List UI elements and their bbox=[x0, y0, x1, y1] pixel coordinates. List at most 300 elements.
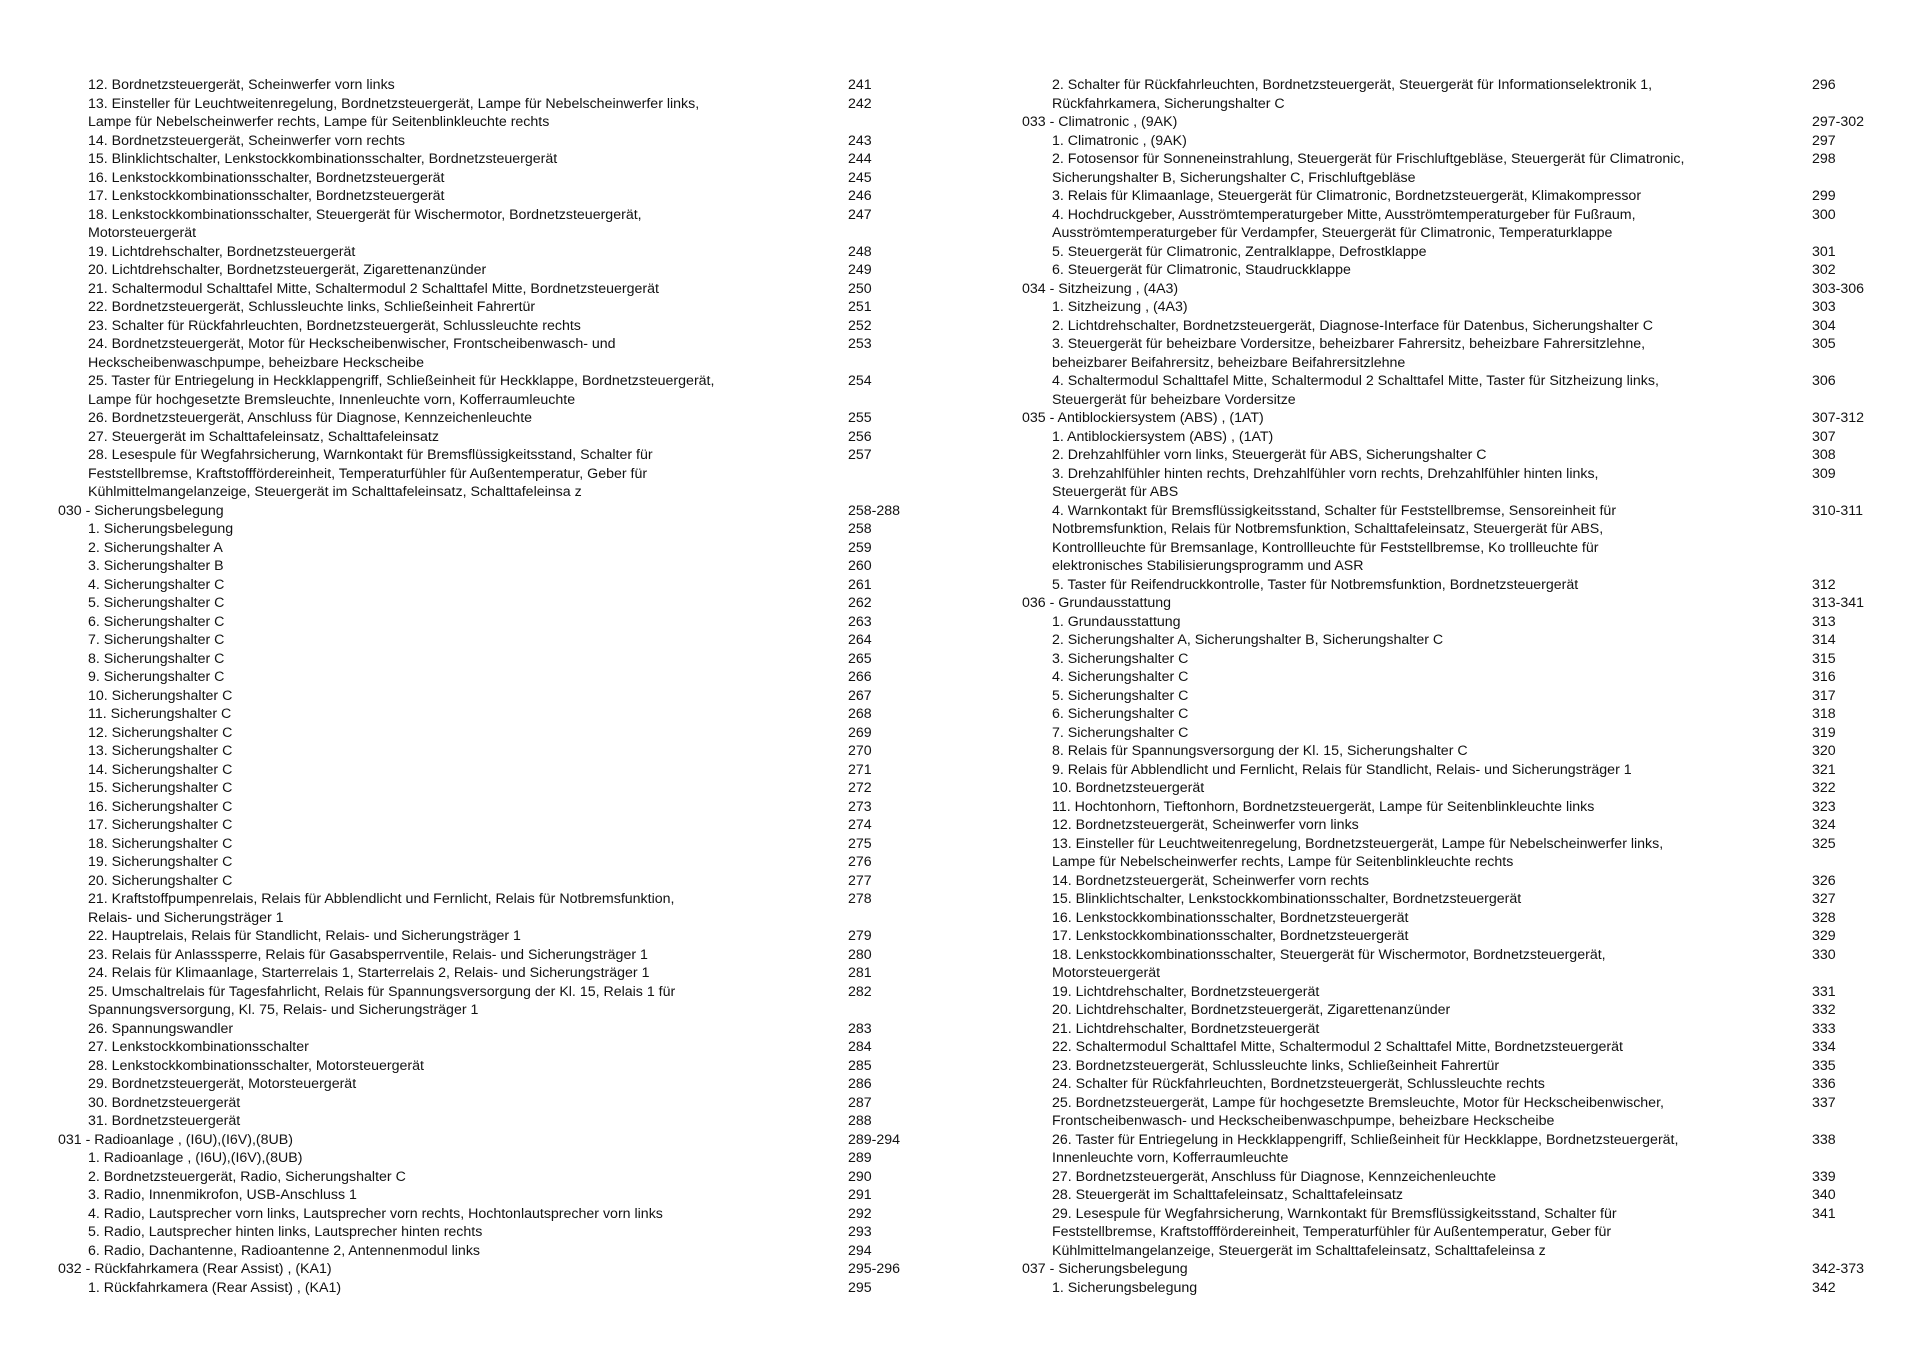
toc-entry bbox=[58, 779, 918, 798]
toc-entry bbox=[58, 539, 918, 558]
toc-entry-line: 1. Radioanlage , (I6U),(I6V),(8UB) bbox=[88, 1150, 303, 1166]
toc-section-entry bbox=[1022, 409, 1882, 428]
toc-entry-title bbox=[58, 927, 848, 946]
toc-entry bbox=[58, 983, 918, 1020]
toc-page-number: 327 bbox=[1812, 891, 1836, 907]
toc-page-number: 331 bbox=[1812, 983, 1836, 1000]
toc-entry-title bbox=[58, 298, 848, 317]
toc-entry-title bbox=[58, 1186, 848, 1205]
toc-page-number: 308 bbox=[1812, 447, 1836, 463]
toc-entry-line: Spannungsversorgung, Kl. 75, Relais- und Sicherungsträger 1 bbox=[88, 1002, 479, 1018]
toc-entry-line: Kühlmittelmangelanzeige, Steuergerät im Schalttafeleinsatz, Schalttafeleinsa z bbox=[1052, 1242, 1546, 1259]
toc-entry-line: 28. Lesespule für Wegfahrsicherung, Warnkontakt für Bremsflüssigkeitsstand, Schalter für bbox=[88, 447, 653, 463]
toc-page-number: 251 bbox=[848, 299, 872, 315]
toc-entry-line: 21. Schaltermodul Schalttafel Mitte, Schaltermodul 2 Schalttafel Mitte, Bordnetzsteuergerät bbox=[88, 280, 659, 297]
toc-page-number: 312 bbox=[1812, 576, 1836, 593]
toc-entry-line: 1. Sitzheizung , (4A3) bbox=[1052, 299, 1188, 315]
toc-section-entry bbox=[58, 1131, 918, 1150]
toc-page-number: 267 bbox=[848, 687, 872, 704]
toc-entry-title bbox=[1022, 76, 1812, 113]
toc-entry-line: Steuergerät für ABS bbox=[1052, 484, 1179, 500]
toc-entry bbox=[58, 95, 918, 132]
toc-page-number: 263 bbox=[848, 613, 872, 630]
toc-entry-title bbox=[58, 1223, 848, 1242]
toc-page-number: 279 bbox=[848, 928, 872, 944]
toc-page-number: 264 bbox=[848, 632, 872, 648]
toc-entry-title bbox=[1022, 206, 1812, 243]
toc-page-number: 302 bbox=[1812, 262, 1836, 278]
toc-entry-line: 8. Sicherungshalter C bbox=[88, 650, 225, 667]
toc-entry-line: 24. Bordnetzsteuergerät, Motor für Heckscheibenwischer, Frontscheibenwasch- und bbox=[88, 336, 616, 352]
toc-entry-line: 25. Umschaltrelais für Tagesfahrlicht, Relais für Spannungsversorgung der Kl. 15, Relais 1 für bbox=[88, 983, 676, 1000]
toc-entry-line: 1. Grundausstattung bbox=[1052, 613, 1181, 630]
toc-entry-title bbox=[58, 1057, 848, 1076]
toc-entry bbox=[58, 650, 918, 669]
toc-page-number: 280 bbox=[848, 946, 872, 963]
toc-entry-title bbox=[1022, 650, 1812, 669]
toc-entry-title bbox=[58, 243, 848, 262]
toc-entry-title bbox=[1022, 798, 1812, 817]
toc-entry-line: 27. Bordnetzsteuergerät, Anschluss für Diagnose, Kennzeichenleuchte bbox=[1052, 1168, 1497, 1185]
toc-entry bbox=[1022, 428, 1882, 447]
toc-entry-line: 5. Sicherungshalter C bbox=[1052, 687, 1189, 704]
toc-entry-title bbox=[58, 687, 848, 706]
toc-page-number: 286 bbox=[848, 1076, 872, 1092]
toc-entry bbox=[58, 594, 918, 613]
toc-entry-line: 10. Bordnetzsteuergerät bbox=[1052, 780, 1205, 796]
toc-entry bbox=[1022, 798, 1882, 817]
toc-entry bbox=[58, 132, 918, 151]
toc-page-number: 292 bbox=[848, 1205, 872, 1222]
toc-entry-line: 13. Einsteller für Leuchtweitenregelung, Bordnetzsteuergerät, Lampe für Nebelscheinwerfer links, bbox=[88, 95, 700, 112]
toc-entry-title bbox=[58, 335, 848, 372]
toc-entry bbox=[58, 1279, 918, 1298]
toc-page-number: 285 bbox=[848, 1057, 872, 1074]
toc-entry-title bbox=[58, 668, 848, 687]
toc-entry-line: 27. Lenkstockkombinationsschalter bbox=[88, 1039, 309, 1055]
toc-entry bbox=[1022, 631, 1882, 650]
toc-entry-title bbox=[58, 853, 848, 872]
toc-entry-title bbox=[1022, 1131, 1812, 1168]
toc-page-number: 310-311 bbox=[1812, 502, 1864, 519]
toc-entry-title bbox=[1022, 835, 1812, 872]
toc-entry-line: 2. Bordnetzsteuergerät, Radio, Sicherungshalter C bbox=[88, 1168, 406, 1185]
toc-page-number: 330 bbox=[1812, 946, 1836, 963]
toc-page-number: 303 bbox=[1812, 299, 1836, 315]
toc-entry-line: Sicherungshalter B, Sicherungshalter C, Frischluftgebläse bbox=[1052, 169, 1416, 186]
toc-page-number: 299 bbox=[1812, 188, 1836, 204]
toc-entry bbox=[1022, 983, 1882, 1002]
toc-entry-line: 033 - Climatronic , (9AK) bbox=[1022, 114, 1178, 130]
toc-entry-title bbox=[1022, 1260, 1812, 1279]
toc-page-number: 298 bbox=[1812, 151, 1836, 167]
toc-entry bbox=[58, 1242, 918, 1261]
toc-entry-line: 2. Lichtdrehschalter, Bordnetzsteuergerät, Diagnose-Interface für Datenbus, Sicherungshalter C bbox=[1052, 317, 1653, 334]
toc-entry-title bbox=[1022, 280, 1812, 299]
toc-page-number: 262 bbox=[848, 595, 872, 611]
toc-entry-line: 14. Sicherungshalter C bbox=[88, 761, 233, 778]
toc-entry bbox=[1022, 261, 1882, 280]
toc-page-number: 254 bbox=[848, 373, 872, 389]
toc-entry-line: 9. Relais für Abblendlicht und Fernlicht, Relais für Standlicht, Relais- und Sicherungsträger 1 bbox=[1052, 761, 1632, 778]
toc-entry-line: 4. Radio, Lautsprecher vorn links, Lautsprecher vorn rechts, Hochtonlautsprecher vorn links bbox=[88, 1205, 663, 1222]
toc-section-entry bbox=[58, 1260, 918, 1279]
toc-entry-title bbox=[58, 1149, 848, 1168]
toc-entry-line: 12. Sicherungshalter C bbox=[88, 724, 233, 741]
toc-entry bbox=[58, 761, 918, 780]
toc-page-number: 245 bbox=[848, 169, 872, 186]
toc-entry-line: Lampe für Nebelscheinwerfer rechts, Lampe für Seitenblinkleuchte rechts bbox=[1052, 854, 1514, 870]
toc-entry-line: 21. Lichtdrehschalter, Bordnetzsteuergerät bbox=[1052, 1020, 1320, 1037]
toc-entry bbox=[58, 446, 918, 502]
toc-entry-line: 22. Schaltermodul Schalttafel Mitte, Schaltermodul 2 Schalttafel Mitte, Bordnetzsteuergerät bbox=[1052, 1039, 1623, 1055]
toc-page-number: 304 bbox=[1812, 317, 1836, 334]
toc-entry-title bbox=[1022, 113, 1812, 132]
toc-entry-title bbox=[1022, 502, 1812, 576]
toc-entry bbox=[1022, 872, 1882, 891]
toc-entry-line: 22. Hauptrelais, Relais für Standlicht, Relais- und Sicherungsträger 1 bbox=[88, 928, 521, 944]
toc-entry-title bbox=[1022, 872, 1812, 891]
toc-page-number: 258 bbox=[848, 521, 872, 537]
toc-entry bbox=[58, 1205, 918, 1224]
toc-page-number: 291 bbox=[848, 1187, 872, 1203]
toc-entry-line: 5. Steuergerät für Climatronic, Zentralklappe, Defrostklappe bbox=[1052, 243, 1427, 260]
toc-entry-title bbox=[58, 1168, 848, 1187]
toc-entry bbox=[58, 261, 918, 280]
toc-entry bbox=[58, 631, 918, 650]
toc-entry-line: 20. Lichtdrehschalter, Bordnetzsteuergerät, Zigarettenanzünder bbox=[88, 262, 487, 278]
toc-page-number: 296 bbox=[1812, 77, 1836, 93]
toc-entry-title bbox=[58, 964, 848, 983]
toc-entry-title bbox=[58, 95, 848, 132]
toc-entry-line: 23. Bordnetzsteuergerät, Schlussleuchte links, Schließeinheit Fahrertür bbox=[1052, 1057, 1500, 1074]
toc-entry bbox=[58, 206, 918, 243]
toc-entry-title bbox=[58, 409, 848, 428]
toc-entry-title bbox=[58, 187, 848, 206]
toc-entry-title bbox=[58, 169, 848, 188]
toc-entry-line: 3. Sicherungshalter C bbox=[1052, 650, 1189, 667]
toc-entry-line: 10. Sicherungshalter C bbox=[88, 687, 233, 704]
toc-entry bbox=[1022, 1001, 1882, 1020]
toc-entry-title bbox=[58, 1242, 848, 1261]
toc-entry-title bbox=[58, 502, 848, 521]
toc-entry-title bbox=[1022, 631, 1812, 650]
toc-page-number: 282 bbox=[848, 983, 872, 1000]
toc-entry-title bbox=[1022, 187, 1812, 206]
toc-entry-line: 22. Bordnetzsteuergerät, Schlussleuchte links, Schließeinheit Fahrertür bbox=[88, 299, 536, 315]
toc-entry-line: 4. Hochdruckgeber, Ausströmtemperaturgeber Mitte, Ausströmtemperaturgeber für Fußraum, bbox=[1052, 206, 1636, 223]
toc-entry-line: 27. Steuergerät im Schalttafeleinsatz, Schalttafeleinsatz bbox=[88, 428, 439, 445]
toc-page-number: 321 bbox=[1812, 761, 1836, 778]
toc-entry bbox=[58, 1223, 918, 1242]
toc-entry-title bbox=[58, 594, 848, 613]
toc-entry-title bbox=[58, 779, 848, 798]
toc-entry-line: 25. Bordnetzsteuergerät, Lampe für hochgesetzte Bremsleuchte, Motor für Heckscheibenwischer, bbox=[1052, 1094, 1664, 1111]
toc-page-number: 342 bbox=[1812, 1279, 1836, 1296]
toc-page-number: 314 bbox=[1812, 632, 1836, 648]
toc-page-number: 288 bbox=[848, 1113, 872, 1129]
toc-entry-line: Feststellbremse, Kraftstofffördereinheit, Temperaturfühler für Außentemperatur, Geber für bbox=[88, 465, 648, 482]
toc-entry-line: 30. Bordnetzsteuergerät bbox=[88, 1094, 241, 1111]
toc-section-entry bbox=[1022, 1260, 1882, 1279]
toc-entry-line: 3. Sicherungshalter B bbox=[88, 558, 224, 574]
toc-entry-title bbox=[58, 1279, 848, 1298]
toc-entry bbox=[1022, 724, 1882, 743]
toc-entry-title bbox=[1022, 1057, 1812, 1076]
toc-entry-line: Relais- und Sicherungsträger 1 bbox=[88, 909, 284, 926]
toc-entry-title bbox=[58, 539, 848, 558]
toc-page-number: 293 bbox=[848, 1224, 872, 1240]
toc-entry-line: 18. Sicherungshalter C bbox=[88, 835, 233, 852]
toc-entry bbox=[58, 890, 918, 927]
toc-entry-title bbox=[1022, 1279, 1812, 1298]
toc-page-number: 281 bbox=[848, 965, 872, 981]
toc-entry bbox=[58, 150, 918, 169]
toc-entry-title bbox=[58, 446, 848, 502]
toc-page-number: 316 bbox=[1812, 669, 1836, 685]
toc-page-number: 295 bbox=[848, 1279, 872, 1296]
toc-entry bbox=[58, 1186, 918, 1205]
toc-entry-line: 1. Sicherungsbelegung bbox=[1052, 1279, 1198, 1296]
toc-entry-title bbox=[58, 1020, 848, 1039]
toc-entry-line: 15. Blinklichtschalter, Lenkstockkombinationsschalter, Bordnetzsteuergerät bbox=[1052, 891, 1522, 907]
toc-entry bbox=[1022, 150, 1882, 187]
toc-entry-title bbox=[1022, 1094, 1812, 1131]
toc-entry-line: Frontscheibenwasch- und Heckscheibenwaschpumpe, beheizbare Heckscheibe bbox=[1052, 1113, 1555, 1129]
toc-entry-title bbox=[1022, 261, 1812, 280]
toc-page-number: 325 bbox=[1812, 835, 1836, 852]
toc-entry-line: 23. Relais für Anlasssperre, Relais für Gasabsperrventile, Relais- und Sicherungsträger 1 bbox=[88, 946, 648, 963]
toc-entry-title bbox=[58, 983, 848, 1020]
toc-entry-title bbox=[58, 132, 848, 151]
toc-entry-title bbox=[1022, 927, 1812, 946]
toc-page-number: 306 bbox=[1812, 373, 1836, 389]
toc-entry-line: Rückfahrkamera, Sicherungshalter C bbox=[1052, 95, 1285, 112]
toc-entry bbox=[1022, 1075, 1882, 1094]
toc-page-number: 257 bbox=[848, 447, 872, 463]
toc-entry-line: 14. Bordnetzsteuergerät, Scheinwerfer vorn rechts bbox=[88, 132, 406, 149]
toc-page-number: 290 bbox=[848, 1168, 872, 1185]
toc-page-number: 265 bbox=[848, 650, 872, 667]
toc-page-number: 272 bbox=[848, 780, 872, 796]
toc-entry-title bbox=[58, 557, 848, 576]
toc-page-number: 241 bbox=[848, 77, 872, 93]
toc-entry bbox=[58, 169, 918, 188]
toc-entry-title bbox=[1022, 983, 1812, 1002]
toc-entry-line: Feststellbremse, Kraftstofffördereinheit, Temperaturfühler für Außentemperatur, Geber für bbox=[1052, 1224, 1612, 1240]
toc-entry-line: 26. Taster für Entriegelung in Heckklappengriff, Schließeinheit für Heckklappe, Bordnetzsteuergerät, bbox=[1052, 1131, 1679, 1148]
toc-page-number: 274 bbox=[848, 817, 872, 833]
toc-entry-title bbox=[58, 946, 848, 965]
toc-entry-line: 6. Steuergerät für Climatronic, Staudruckklappe bbox=[1052, 262, 1351, 278]
toc-page-number: 271 bbox=[848, 761, 872, 778]
toc-entry-title bbox=[58, 1075, 848, 1094]
toc-page-number: 276 bbox=[848, 854, 872, 870]
toc-entry-line: 11. Hochtonhorn, Tieftonhorn, Bordnetzsteuergerät, Lampe für Seitenblinkleuchte links bbox=[1052, 798, 1595, 815]
toc-entry-title bbox=[58, 890, 848, 927]
toc-page-number: 315 bbox=[1812, 650, 1836, 667]
toc-entry bbox=[58, 687, 918, 706]
toc-entry bbox=[1022, 650, 1882, 669]
toc-page-number: 313-341 bbox=[1812, 595, 1865, 611]
toc-entry-line: 24. Schalter für Rückfahrleuchten, Bordnetzsteuergerät, Schlussleuchte rechts bbox=[1052, 1076, 1545, 1092]
toc-entry-line: 17. Lenkstockkombinationsschalter, Bordnetzsteuergerät bbox=[88, 188, 445, 204]
toc-entry-title bbox=[1022, 1075, 1812, 1094]
toc-entry bbox=[58, 1112, 918, 1131]
toc-entry-title bbox=[58, 650, 848, 669]
toc-entry-title bbox=[58, 317, 848, 336]
toc-entry-title bbox=[1022, 335, 1812, 372]
toc-entry-line: 29. Lesespule für Wegfahrsicherung, Warnkontakt für Bremsflüssigkeitsstand, Schalter für bbox=[1052, 1205, 1617, 1222]
toc-entry bbox=[1022, 687, 1882, 706]
toc-entry bbox=[58, 872, 918, 891]
toc-entry-title bbox=[1022, 946, 1812, 983]
toc-page-number: 297-302 bbox=[1812, 114, 1865, 130]
toc-page-number: 300 bbox=[1812, 206, 1836, 223]
toc-entry-line: Innenleuchte vorn, Kofferraumleuchte bbox=[1052, 1150, 1289, 1166]
toc-page-number: 253 bbox=[848, 336, 872, 352]
toc-page-number: 339 bbox=[1812, 1168, 1836, 1185]
toc-entry-line: 16. Lenkstockkombinationsschalter, Bordnetzsteuergerät bbox=[88, 169, 445, 186]
toc-entry bbox=[1022, 576, 1882, 595]
toc-page-number: 250 bbox=[848, 280, 872, 297]
toc-entry-line: 12. Bordnetzsteuergerät, Scheinwerfer vorn links bbox=[1052, 817, 1359, 833]
toc-entry bbox=[1022, 1038, 1882, 1057]
toc-entry-title bbox=[1022, 761, 1812, 780]
toc-entry bbox=[58, 428, 918, 447]
toc-entry-title bbox=[58, 835, 848, 854]
toc-entry bbox=[1022, 613, 1882, 632]
toc-page-number: 255 bbox=[848, 410, 872, 426]
toc-entry-line: 1. Rückfahrkamera (Rear Assist) , (KA1) bbox=[88, 1279, 342, 1296]
toc-entry-line: 2. Sicherungshalter A, Sicherungshalter B, Sicherungshalter C bbox=[1052, 632, 1444, 648]
toc-entry bbox=[58, 1168, 918, 1187]
toc-entry bbox=[1022, 1186, 1882, 1205]
toc-entry-line: 20. Sicherungshalter C bbox=[88, 872, 233, 889]
toc-entry-line: 3. Drehzahlfühler hinten rechts, Drehzahlfühler vorn rechts, Drehzahlfühler hinten links, bbox=[1052, 465, 1599, 482]
toc-entry-line: 037 - Sicherungsbelegung bbox=[1022, 1261, 1188, 1277]
toc-page-number: 269 bbox=[848, 724, 872, 741]
toc-entry bbox=[1022, 206, 1882, 243]
toc-entry-line: 12. Bordnetzsteuergerät, Scheinwerfer vorn links bbox=[88, 77, 395, 93]
toc-entry-line: 4. Sicherungshalter C bbox=[88, 576, 225, 593]
toc-page-number: 337 bbox=[1812, 1094, 1836, 1111]
toc-entry bbox=[1022, 1279, 1882, 1298]
toc-entry bbox=[58, 816, 918, 835]
toc-page-number: 275 bbox=[848, 835, 872, 852]
toc-entry bbox=[58, 1057, 918, 1076]
toc-entry-title bbox=[58, 1094, 848, 1113]
toc-page-number: 338 bbox=[1812, 1131, 1836, 1148]
toc-page-number: 260 bbox=[848, 558, 872, 574]
toc-entry-line: 6. Sicherungshalter C bbox=[1052, 706, 1189, 722]
toc-entry-title bbox=[1022, 317, 1812, 336]
toc-entry-line: elektronisches Stabilisierungsprogramm und ASR bbox=[1052, 558, 1364, 574]
toc-entry-line: 5. Taster für Reifendruckkontrolle, Taster für Notbremsfunktion, Bordnetzsteuergerät bbox=[1052, 576, 1579, 593]
toc-entry-line: 3. Relais für Klimaanlage, Steuergerät für Climatronic, Bordnetzsteuergerät, Klimakompressor bbox=[1052, 188, 1642, 204]
toc-page-number: 309 bbox=[1812, 465, 1836, 482]
toc-entry bbox=[58, 280, 918, 299]
toc-column-left bbox=[58, 76, 918, 1297]
toc-entry bbox=[58, 1094, 918, 1113]
toc-entry-title bbox=[1022, 372, 1812, 409]
toc-page-number: 289 bbox=[848, 1150, 872, 1166]
toc-page-number: 242 bbox=[848, 95, 872, 112]
toc-entry-line: 9. Sicherungshalter C bbox=[88, 669, 225, 685]
toc-page-number: 318 bbox=[1812, 706, 1836, 722]
toc-page-number: 258-288 bbox=[848, 502, 901, 519]
toc-page-number: 333 bbox=[1812, 1020, 1836, 1037]
toc-entry bbox=[1022, 335, 1882, 372]
toc-entry bbox=[1022, 835, 1882, 872]
toc-entry-line: Notbremsfunktion, Relais für Notbremsfunktion, Schalttafeleinsatz, Steuergerät für ABS, bbox=[1052, 521, 1604, 537]
toc-page-number: 307 bbox=[1812, 428, 1836, 445]
toc-entry bbox=[1022, 317, 1882, 336]
toc-page-number: 342-373 bbox=[1812, 1261, 1865, 1277]
toc-entry bbox=[58, 335, 918, 372]
toc-entry bbox=[1022, 1094, 1882, 1131]
toc-page-number: 313 bbox=[1812, 613, 1836, 630]
toc-entry-title bbox=[58, 742, 848, 761]
toc-entry-line: 6. Radio, Dachantenne, Radioantenne 2, Antennenmodul links bbox=[88, 1242, 481, 1259]
toc-page-number: 336 bbox=[1812, 1076, 1836, 1092]
toc-entry bbox=[1022, 890, 1882, 909]
toc-entry-title bbox=[58, 576, 848, 595]
toc-entry-title bbox=[58, 798, 848, 817]
toc-page-number: 319 bbox=[1812, 724, 1836, 741]
toc-entry-line: 4. Sicherungshalter C bbox=[1052, 669, 1189, 685]
toc-entry-line: 20. Lichtdrehschalter, Bordnetzsteuergerät, Zigarettenanzünder bbox=[1052, 1002, 1451, 1018]
toc-entry-line: 25. Taster für Entriegelung in Heckklappengriff, Schließeinheit für Heckklappe, Bordnetzsteuergerät, bbox=[88, 373, 715, 389]
toc-entry-title bbox=[58, 428, 848, 447]
toc-page-number: 270 bbox=[848, 743, 872, 759]
toc-page-number: 340 bbox=[1812, 1187, 1836, 1203]
toc-entry bbox=[1022, 465, 1882, 502]
toc-entry bbox=[1022, 372, 1882, 409]
toc-entry-line: 29. Bordnetzsteuergerät, Motorsteuergerät bbox=[88, 1076, 357, 1092]
toc-page-number: 297 bbox=[1812, 132, 1836, 149]
toc-section-entry bbox=[1022, 113, 1882, 132]
toc-entry-line: 4. Schaltermodul Schalttafel Mitte, Schaltermodul 2 Schalttafel Mitte, Taster für Sitzheizung links, bbox=[1052, 373, 1659, 389]
toc-entry-title bbox=[1022, 613, 1812, 632]
toc-page-number: 247 bbox=[848, 206, 872, 223]
toc-entry-title bbox=[1022, 150, 1812, 187]
toc-entry-line: 17. Lenkstockkombinationsschalter, Bordnetzsteuergerät bbox=[1052, 928, 1409, 944]
toc-entry-title bbox=[1022, 890, 1812, 909]
toc-page-number: 289-294 bbox=[848, 1131, 901, 1148]
toc-entry-line: 5. Sicherungshalter C bbox=[88, 595, 225, 611]
toc-entry-line: Steuergerät für beheizbare Vordersitze bbox=[1052, 391, 1296, 408]
toc-entry-title bbox=[58, 1112, 848, 1131]
toc-page-number: 284 bbox=[848, 1039, 872, 1055]
toc-entry-line: 3. Steuergerät für beheizbare Vordersitze, beheizbarer Fahrersitz, beheizbare Fahrersitzlehne, bbox=[1052, 336, 1646, 352]
toc-page-number: 329 bbox=[1812, 928, 1836, 944]
toc-entry bbox=[58, 724, 918, 743]
toc-entry-line: 11. Sicherungshalter C bbox=[88, 706, 232, 722]
toc-entry-title bbox=[1022, 724, 1812, 743]
toc-entry-line: 2. Schalter für Rückfahrleuchten, Bordnetzsteuergerät, Steuergerät für Informationselektronik 1, bbox=[1052, 77, 1653, 93]
toc-entry-line: 5. Radio, Lautsprecher hinten links, Lautsprecher hinten rechts bbox=[88, 1224, 483, 1240]
toc-entry-line: Lampe für Nebelscheinwerfer rechts, Lampe für Seitenblinkleuchte rechts bbox=[88, 114, 550, 130]
toc-page-number: 273 bbox=[848, 798, 872, 815]
toc-entry-line: 4. Warnkontakt für Bremsflüssigkeitsstand, Schalter für Feststellbremse, Sensoreinheit für bbox=[1052, 502, 1617, 519]
toc-entry bbox=[58, 520, 918, 539]
toc-entry bbox=[1022, 298, 1882, 317]
toc-entry-title bbox=[58, 1260, 848, 1279]
toc-page-number: 246 bbox=[848, 188, 872, 204]
toc-entry bbox=[58, 853, 918, 872]
toc-entry-title bbox=[1022, 816, 1812, 835]
